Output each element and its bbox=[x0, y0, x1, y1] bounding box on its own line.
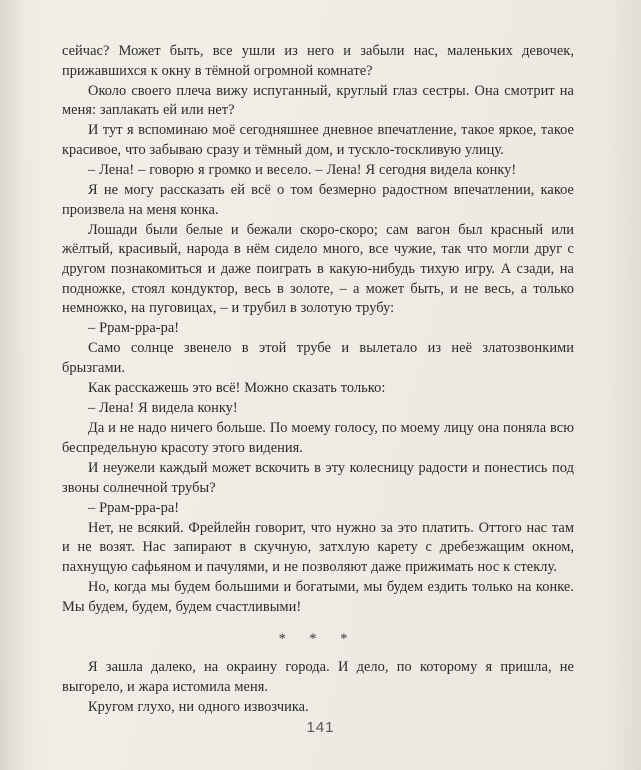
paragraph: Но, когда мы будем большими и богатыми, мы будем ездить только на конке. Мы будем, будем, будем счастливыми! bbox=[62, 579, 574, 615]
paragraph: Я зашла далеко, на окраину города. И дело, по которому я пришла, не выгорело, и жара истомила меня. bbox=[62, 659, 574, 695]
paragraph: – Ррам-рра-ра! bbox=[88, 320, 180, 337]
paragraph: Само солнце звенело в этой трубе и вылетало из неё златозвонкими брызгами. bbox=[62, 340, 574, 376]
paragraph: Я не могу рассказать ей всё о том безмерно радостном впечатлении, какое произвела на меня конка. bbox=[62, 182, 574, 218]
paragraph: Да и не надо ничего больше. По моему голосу, по моему лицу она поняла всю беспредельную красоту этого видения. bbox=[62, 420, 574, 456]
paragraph: сейчас? Может быть, все ушли из него и забыли нас, маленьких девочек, прижавшихся к окну в тёмной огромной комнате? bbox=[62, 43, 574, 79]
paragraph: Лошади были белые и бежали скоро-скоро; сам вагон был красный или жёлтый, красивый, народа в нём сидело много, все чужие, так что могли друг с другом познакомиться и даже поиграть в какую-нибудь тихую игру. А сзади, на подножке, стоял кондуктор, весь в золоте, – а может быть, и не весь, а только немножко, на пуговицах, – и трубил в золотую трубу: bbox=[62, 221, 574, 317]
page-number: 141 bbox=[306, 719, 335, 736]
section-divider: * * * bbox=[278, 631, 358, 648]
paragraph: Как расскажешь это всё! Можно сказать только: bbox=[88, 380, 386, 397]
paragraph: – Лена! Я видела конку! bbox=[88, 400, 238, 417]
page-text-column bbox=[62, 42, 574, 718]
paragraph: И неужели каждый может вскочить в эту колесницу радости и понестись под звоны солнечной трубы? bbox=[62, 459, 574, 496]
paragraph: Кругом глухо, ни одного извозчика. bbox=[88, 698, 309, 715]
paragraph: – Лена! – говорю я громко и весело. – Лена! Я сегодня видела конку! bbox=[88, 162, 517, 179]
paragraph: – Ррам-рра-ра! bbox=[88, 499, 180, 516]
paragraph: Нет, не всякий. Фрейлейн говорит, что нужно за это платить. Оттого нас там и не возят. Нас запирают в скучную, затхлую карету с дребезжащим окном, пахнущую сафьяном и пачулями, и не позволяют даже прижимать нос к стеклу. bbox=[62, 519, 574, 575]
paragraph: Около своего плеча вижу испуганный, круглый глаз сестры. Она смотрит на меня: заплакать ей или нет? bbox=[62, 82, 574, 119]
paragraph: И тут я вспоминаю моё сегодняшнее дневное впечатление, такое яркое, такое красивое, что забываю сразу и тёмный дом, и тускло-тоскливую улицу. bbox=[62, 122, 574, 158]
